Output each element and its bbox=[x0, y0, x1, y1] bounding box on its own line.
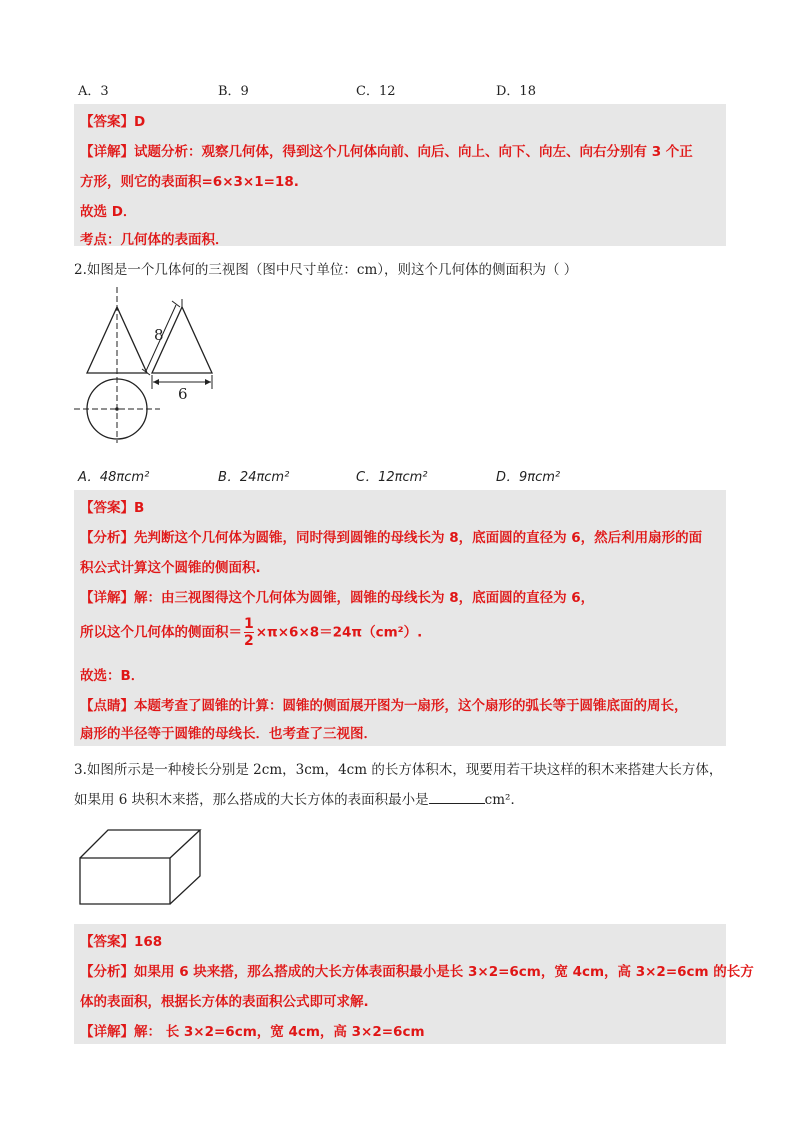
detail-formula-pre: 所以这个几何体的侧面积＝ bbox=[80, 624, 242, 641]
base-arrow-left bbox=[153, 379, 159, 385]
q1-answer-block bbox=[74, 104, 726, 246]
detail-label: 【详解】 bbox=[80, 1024, 134, 1040]
q2-choose: 故选：B． bbox=[80, 668, 145, 684]
q3-analysis-line2: 体的表面积，根据长方体的表面积公式即可求解. bbox=[80, 994, 369, 1010]
q1-detail-line2: 方形，则它的表面积=6×3×1=18. bbox=[80, 174, 299, 190]
q3-answer-block bbox=[74, 924, 754, 1044]
q3-stem-unit: cm²． bbox=[484, 792, 524, 808]
q1-choose: 故选 D． bbox=[80, 204, 137, 220]
q2-option-a: A．48πcm² bbox=[78, 470, 150, 485]
detail-text: 解：由三视图得这个几何体为圆锥，圆锥的母线长为 8，底面圆的直径为 6， bbox=[134, 590, 595, 606]
q2-detail-line1 bbox=[80, 586, 594, 606]
q2-answer-block bbox=[74, 490, 726, 746]
comment-label: 【点睛】 bbox=[80, 698, 134, 714]
detail-formula-post: ×π×6×8＝24π（cm²）. bbox=[255, 624, 423, 641]
q2-option-b: B．24πcm² bbox=[218, 470, 290, 485]
fraction-numerator: 1 bbox=[244, 616, 254, 632]
detail-text: 试题分析：观察几何体，得到这个几何体向前、向后、向上、向下、向左、向右分别有 3 个正 bbox=[134, 144, 693, 160]
answer-label: 【答案】 bbox=[80, 114, 134, 130]
analysis-text: 先判断这个几何体为圆锥，同时得到圆锥的母线长为 8，底面圆的直径为 6，然后利用扇形的面 bbox=[134, 530, 703, 546]
q3-answer-blank bbox=[429, 803, 485, 804]
analysis-label: 【分析】 bbox=[80, 964, 134, 980]
answer-value: D bbox=[134, 114, 146, 130]
detail-label: 【详解】 bbox=[80, 590, 134, 606]
q1-answer-line bbox=[80, 110, 145, 130]
q2-stem: 2.如图是一个几体何的三视图（图中尺寸单位：cm），则这个几何体的侧面积为（ ） bbox=[74, 262, 578, 278]
base-label: 6 bbox=[178, 385, 188, 403]
q2-answer-line bbox=[80, 496, 144, 516]
q3-stem-line2 bbox=[74, 788, 524, 808]
q2-option-d: D．9πcm² bbox=[496, 470, 561, 485]
cuboid-front-face bbox=[80, 858, 170, 904]
q3-answer-line bbox=[80, 930, 162, 950]
q2-three-view-figure bbox=[60, 285, 230, 445]
comment-text: 本题考查了圆锥的计算：圆锥的侧面展开图为一扇形，这个扇形的弧长等于圆锥底面的周长， bbox=[134, 698, 688, 714]
base-arrow-right bbox=[205, 379, 211, 385]
analysis-text: 如果用 6 块来搭，那么搭成的大长方体表面积最小是长 3×2=6cm，宽 4cm，高 3×2=6cm 的长方 bbox=[134, 964, 754, 980]
answer-label: 【答案】 bbox=[80, 934, 134, 950]
analysis-label: 【分析】 bbox=[80, 530, 134, 546]
q1-detail-line1 bbox=[80, 140, 693, 160]
q3-detail-line1 bbox=[80, 1020, 425, 1040]
q1-option-b: B．9 bbox=[218, 84, 249, 99]
cuboid-side-face bbox=[170, 830, 200, 904]
answer-label: 【答案】 bbox=[80, 500, 134, 516]
fraction-denominator: 2 bbox=[244, 633, 254, 649]
q3-analysis-line1 bbox=[80, 960, 754, 980]
detail-label: 【详解】 bbox=[80, 144, 134, 160]
q2-analysis-line2: 积公式计算这个圆锥的侧面积. bbox=[80, 560, 261, 576]
q1-kaodian: 考点：几何体的表面积． bbox=[80, 232, 229, 248]
q3-stem-text: 如果用 6 块积木来搭，那么搭成的大长方体的表面积最小是 bbox=[74, 792, 429, 808]
q2-detail-line2 bbox=[80, 616, 422, 649]
q1-option-d: D．18 bbox=[496, 84, 536, 99]
q2-comment-line2: 扇形的半径等于圆锥的母线长．也考查了三视图． bbox=[80, 726, 377, 742]
q2-option-c: C．12πcm² bbox=[356, 470, 428, 485]
answer-value: 168 bbox=[134, 934, 163, 950]
top-view-center bbox=[115, 407, 119, 411]
q2-comment-line1 bbox=[80, 694, 688, 714]
q1-option-c: C．12 bbox=[356, 84, 396, 99]
cuboid-top-face bbox=[80, 830, 200, 858]
slant-label: 8 bbox=[154, 326, 164, 344]
q2-analysis-line1 bbox=[80, 526, 702, 546]
q1-option-a: A．3 bbox=[78, 84, 109, 99]
q3-stem-line1: 3.如图所示是一种棱长分别是 2cm，3cm，4cm 的长方体积木，现要用若干块这样的积木来搭建大长方体， bbox=[74, 762, 723, 778]
fraction-one-half bbox=[244, 616, 254, 649]
q3-cuboid-figure bbox=[78, 828, 208, 906]
answer-value: B bbox=[134, 500, 145, 516]
detail-text: 解： 长 3×2=6cm，宽 4cm，高 3×2=6cm bbox=[134, 1024, 425, 1040]
